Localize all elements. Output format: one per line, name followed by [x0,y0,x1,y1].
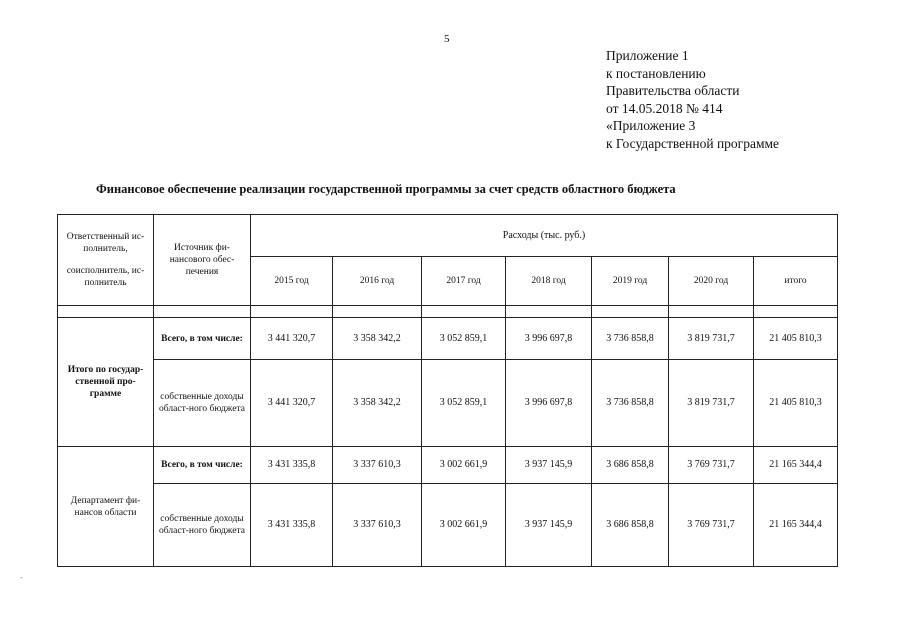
value-cell: 3 937 145,9 [506,484,592,567]
source-cell: Всего, в том числе: [154,447,251,484]
column-index [506,306,592,318]
header-expenses: Расходы (тыс. руб.) [251,215,838,257]
value-cell: 3 441 320,7 [251,318,333,360]
document-title: Финансовое обеспечение реализации государственной программы за счет средств областного бюджета [96,182,676,196]
table-row [58,318,838,360]
column-index [333,306,422,318]
value-cell: 3 686 858,8 [592,484,669,567]
value-cell: 3 337 610,3 [333,447,422,484]
column-index [754,306,838,318]
source-cell: Всего, в том числе: [154,318,251,360]
value-cell: 3 819 731,7 [669,360,754,447]
margin-mark: - [20,573,23,582]
value-cell: 3 736 858,8 [592,318,669,360]
value-cell: 3 937 145,9 [506,447,592,484]
total-cell: 21 165 344,4 [754,484,838,567]
appendix-line: Приложение 1 [606,48,689,63]
value-cell: 3 686 858,8 [592,447,669,484]
responsible-cell: Департамент фи-нансов области [58,447,154,567]
value-cell: 3 002 661,9 [422,447,506,484]
total-cell: 21 165 344,4 [754,447,838,484]
value-cell: 3 441 320,7 [251,360,333,447]
header-year: 2020 год [669,257,754,306]
column-index [669,306,754,318]
table-row [58,484,838,567]
header-responsible [58,215,154,306]
column-index [58,306,154,318]
header-responsible-line1: Ответственный ис-полнитель, [66,232,145,254]
header-responsible-line2: соисполнитель, ис-полнитель [66,266,145,288]
value-cell: 3 996 697,8 [506,318,592,360]
value-cell: 3 358 342,2 [333,360,422,447]
column-index-row [58,306,838,318]
value-cell: 3 769 731,7 [669,447,754,484]
page-number: 5 [444,33,450,45]
header-year: 2019 год [592,257,669,306]
value-cell: 3 996 697,8 [506,360,592,447]
financing-table [57,214,838,567]
appendix-line: к постановлению [606,65,706,81]
table-row [58,360,838,447]
appendix-line: Правительства области [606,83,740,99]
value-cell: 3 431 335,8 [251,484,333,567]
value-cell: 3 337 610,3 [333,484,422,567]
value-cell: 3 769 731,7 [669,484,754,567]
total-cell: 21 405 810,3 [754,360,838,447]
value-cell: 3 431 335,8 [251,447,333,484]
header-year: 2018 год [506,257,592,306]
header-total: итого [754,257,838,306]
column-index [251,306,333,318]
column-index [422,306,506,318]
appendix-block [606,47,779,153]
value-cell: 3 819 731,7 [669,318,754,360]
value-cell: 3 052 859,1 [422,360,506,447]
responsible-cell: Итого по государ-ственной про-грамме [58,318,154,447]
source-cell: собственные доходы област-ного бюджета [154,484,251,567]
appendix-line: от 14.05.2018 № 414 [606,100,723,116]
header-year: 2015 год [251,257,333,306]
appendix-line: «Приложение 3 [606,118,696,134]
column-index [154,306,251,318]
header-source: Источник фи-нансового обес-печения [154,215,251,306]
value-cell: 3 736 858,8 [592,360,669,447]
total-cell: 21 405 810,3 [754,318,838,360]
value-cell: 3 052 859,1 [422,318,506,360]
appendix-line: к Государственной программе [606,135,780,151]
value-cell: 3 002 661,9 [422,484,506,567]
value-cell: 3 358 342,2 [333,318,422,360]
header-year: 2017 год [422,257,506,306]
column-index [592,306,669,318]
table-row [58,447,838,484]
header-year: 2016 год [333,257,422,306]
source-cell: собственные доходы област-ного бюджета [154,360,251,447]
